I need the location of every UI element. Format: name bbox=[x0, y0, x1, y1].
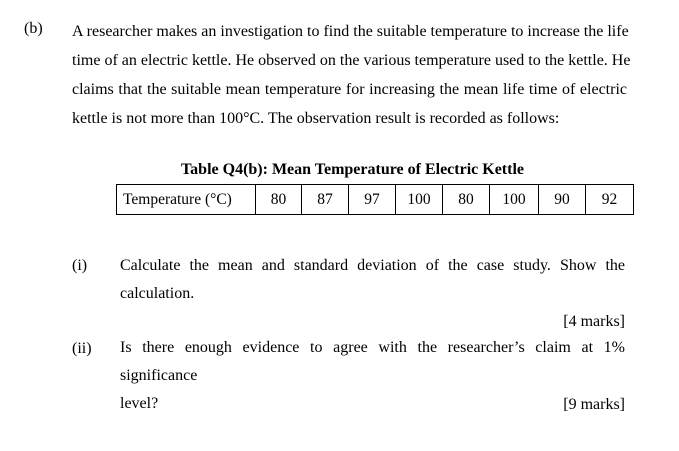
table-cell: 100 bbox=[396, 185, 443, 215]
table-row bbox=[117, 185, 634, 215]
temperature-table bbox=[116, 184, 634, 215]
table-cell: 97 bbox=[349, 185, 396, 215]
table-cell: 90 bbox=[539, 185, 586, 215]
paragraph-line: A researcher makes an investigation to find the suitable temperature to increase the life bbox=[72, 23, 629, 40]
table-cell: 100 bbox=[490, 185, 539, 215]
paragraph-line: claims that the suitable mean temperature for increasing the mean life time of electric bbox=[72, 81, 627, 98]
table-cell: 80 bbox=[256, 185, 302, 215]
question-paragraph bbox=[72, 17, 631, 133]
table-cell: 80 bbox=[443, 185, 490, 215]
table-cell: 92 bbox=[586, 185, 634, 215]
part-ii-text bbox=[120, 334, 625, 418]
part-i-text bbox=[120, 252, 625, 308]
table-header-cell: Temperature (°C) bbox=[117, 185, 256, 215]
part-i-label: (i) bbox=[72, 257, 88, 274]
paragraph-line: time of an electric kettle. He observed on the various temperature used to the kettle. He bbox=[72, 52, 631, 69]
part-line: Is there enough evidence to agree with the researcher’s claim at 1% significance bbox=[120, 339, 625, 384]
table-cell: 87 bbox=[302, 185, 349, 215]
part-line: calculation. bbox=[120, 285, 195, 302]
table-title: Table Q4(b): Mean Temperature of Electric Kettle bbox=[180, 161, 525, 178]
part-i-marks: [4 marks] bbox=[563, 313, 625, 330]
part-line: level? bbox=[120, 395, 159, 412]
part-ii-marks: [9 marks] bbox=[563, 396, 625, 413]
part-ii-label: (ii) bbox=[72, 340, 92, 357]
question-label: (b) bbox=[24, 20, 43, 37]
paragraph-line: kettle is not more than 100°C. The observation result is recorded as follows: bbox=[72, 110, 560, 127]
part-line: Calculate the mean and standard deviation of the case study. Show the bbox=[120, 257, 625, 274]
